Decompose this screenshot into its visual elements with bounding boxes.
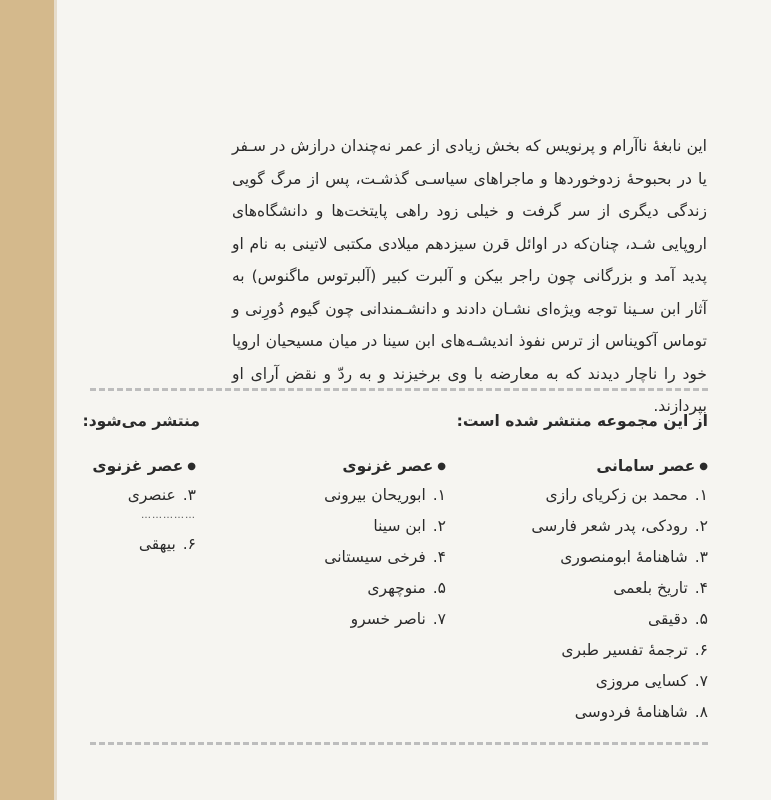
ghaznavid-forthcoming-list [86, 452, 196, 560]
dashed-divider-top [90, 388, 708, 391]
body-paragraph: این نابغهٔ ناآرام و پرنویس که بخش زیادی از عمر نه‌چندان درازش در سـفر یا در بحبوحهٔ زدوخوردها و ماجراهای سیاسـی گذشـت، پس از مرگ گویی زندگی دیگری از سر گرفت و خیلی زود راهی پایتخت‌ها و دانشگاه‌های اروپایی شـد، چنان‌که در اوائل قرن سیزدهم میلادی مکتبی لاتینی به نام او پدید آمد و بزرگانی چون راجر بیکن و آلبرت کبیر (آلبرتوس ماگنوس) به آثار ابن سـینا توجه ویژه‌ای نشـان دادند و دانشـمندانی چون گیوم دُورِنی و توماس آکویناس از ترس نفوذ اندیشـه‌های ابن سینا در میان مسیحیان اروپا خود را ناچار دیدند که به معارضه با وی برخیزند و به ردّ و نقض آرای او بپردازند. [232, 137, 707, 415]
list-item: ۷. کسایی مروزی [595, 672, 708, 690]
list-item: ۳. شاهنامهٔ ابومنصوری [560, 548, 708, 566]
dashed-divider-bottom [90, 742, 708, 745]
section-title-ghaznavid: ●عصر غزنوی [342, 457, 446, 475]
bullet-icon: ● [187, 460, 196, 472]
samanid-list [508, 452, 708, 728]
list-item: ۶. بیهقی [138, 535, 196, 553]
dotted-separator: …………… [141, 510, 196, 521]
list-item: ۱. ابوریحان بیرونی [324, 486, 446, 504]
section-title-ghaznavid-forthcoming: ●عصر غزنوی [92, 457, 196, 475]
list-item: ۶. ترجمهٔ تفسیر طبری [561, 641, 708, 659]
list-item: ۱. محمد بن زکریای رازی [545, 486, 708, 504]
bullet-icon: ● [699, 460, 708, 472]
book-spine [0, 0, 54, 800]
list-item: ۲. ابن سینا [373, 517, 446, 535]
section-title-samanid: ●عصر سامانی [596, 457, 708, 475]
list-item: ۳. عنصری [127, 486, 196, 504]
list-item: ۲. رودکی، پدر شعر فارسی [531, 517, 708, 535]
list-item: ۴. تاریخ بلعمی [613, 579, 708, 597]
list-item: ۸. شاهنامهٔ فردوسی [574, 703, 708, 721]
forthcoming-heading: منتشر می‌شود: [82, 412, 200, 430]
list-item: ۷. ناصر خسرو [350, 610, 446, 628]
bullet-icon: ● [437, 460, 446, 472]
list-item: ۵. دقیقی [648, 610, 708, 628]
ghaznavid-published-list [296, 452, 446, 635]
published-heading: از این مجموعه منتشر شده است: [456, 412, 708, 430]
list-item: ۵. منوچهری [367, 579, 446, 597]
list-item: ۴. فرخی سیستانی [324, 548, 446, 566]
